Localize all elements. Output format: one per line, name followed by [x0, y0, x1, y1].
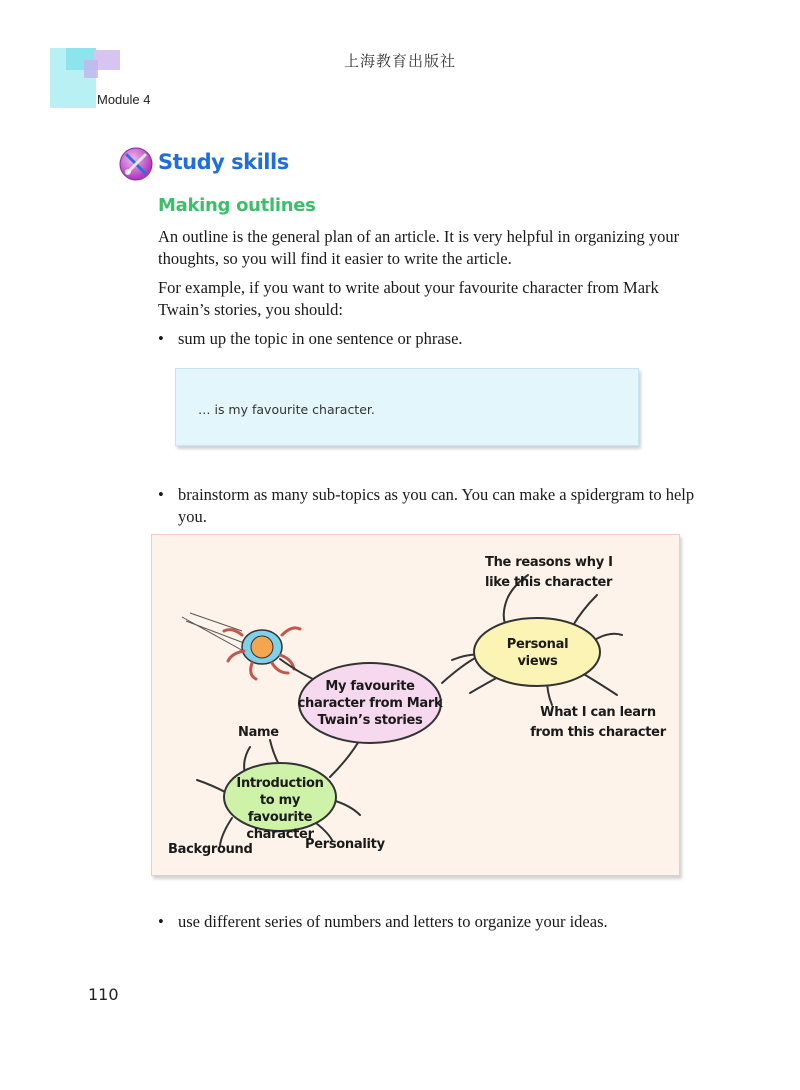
spidergram-panel	[151, 534, 680, 876]
leaf-learn: What I can learn from this character	[530, 705, 666, 740]
subsection-title: Making outlines	[158, 195, 316, 216]
paragraph-intro: An outline is the general plan of an article. It is very helpful in organizing your thoughts, so you will find it easier to write the article.	[158, 227, 680, 268]
bullet-text: sum up the topic in one sentence or phrase.	[178, 329, 463, 348]
bullet-item	[158, 328, 698, 350]
leaf-name: Name	[238, 725, 279, 740]
connector-center-views	[442, 657, 477, 683]
spider-icon	[224, 628, 300, 679]
module-label: Module 4	[97, 92, 151, 107]
bullet-text: brainstorm as many sub-topics as you can. You can make a spidergram to help you.	[178, 485, 695, 526]
views-node-label: Personal views	[506, 637, 569, 669]
bullet-marker: •	[158, 485, 164, 504]
center-node-label: My favourite character from Mark Twain’s stories	[297, 679, 443, 728]
publisher-header: 上海教育出版社	[343, 52, 456, 70]
leaf-personality: Personality	[305, 837, 385, 852]
bullet-item	[158, 911, 698, 933]
study-skills-icon	[118, 146, 154, 182]
bullet-marker: •	[158, 912, 164, 931]
intro-node-label: Introduction to my favourite character	[236, 776, 324, 842]
leaf-background: Background	[168, 842, 253, 857]
leaf-reasons: The reasons why I like this character	[485, 555, 613, 590]
section-title: Study skills	[158, 150, 289, 174]
bullet-marker: •	[158, 329, 164, 348]
page-number: 110	[88, 985, 119, 1004]
bullet-text: use different series of numbers and letters to organize your ideas.	[178, 912, 608, 931]
bullet-item	[158, 484, 698, 528]
example-sentence-box	[175, 368, 639, 446]
example-sentence: … is my favourite character.	[198, 402, 375, 417]
paragraph-example: For example, if you want to write about your favourite character from Mark Twain’s stories, you should:	[158, 278, 659, 319]
